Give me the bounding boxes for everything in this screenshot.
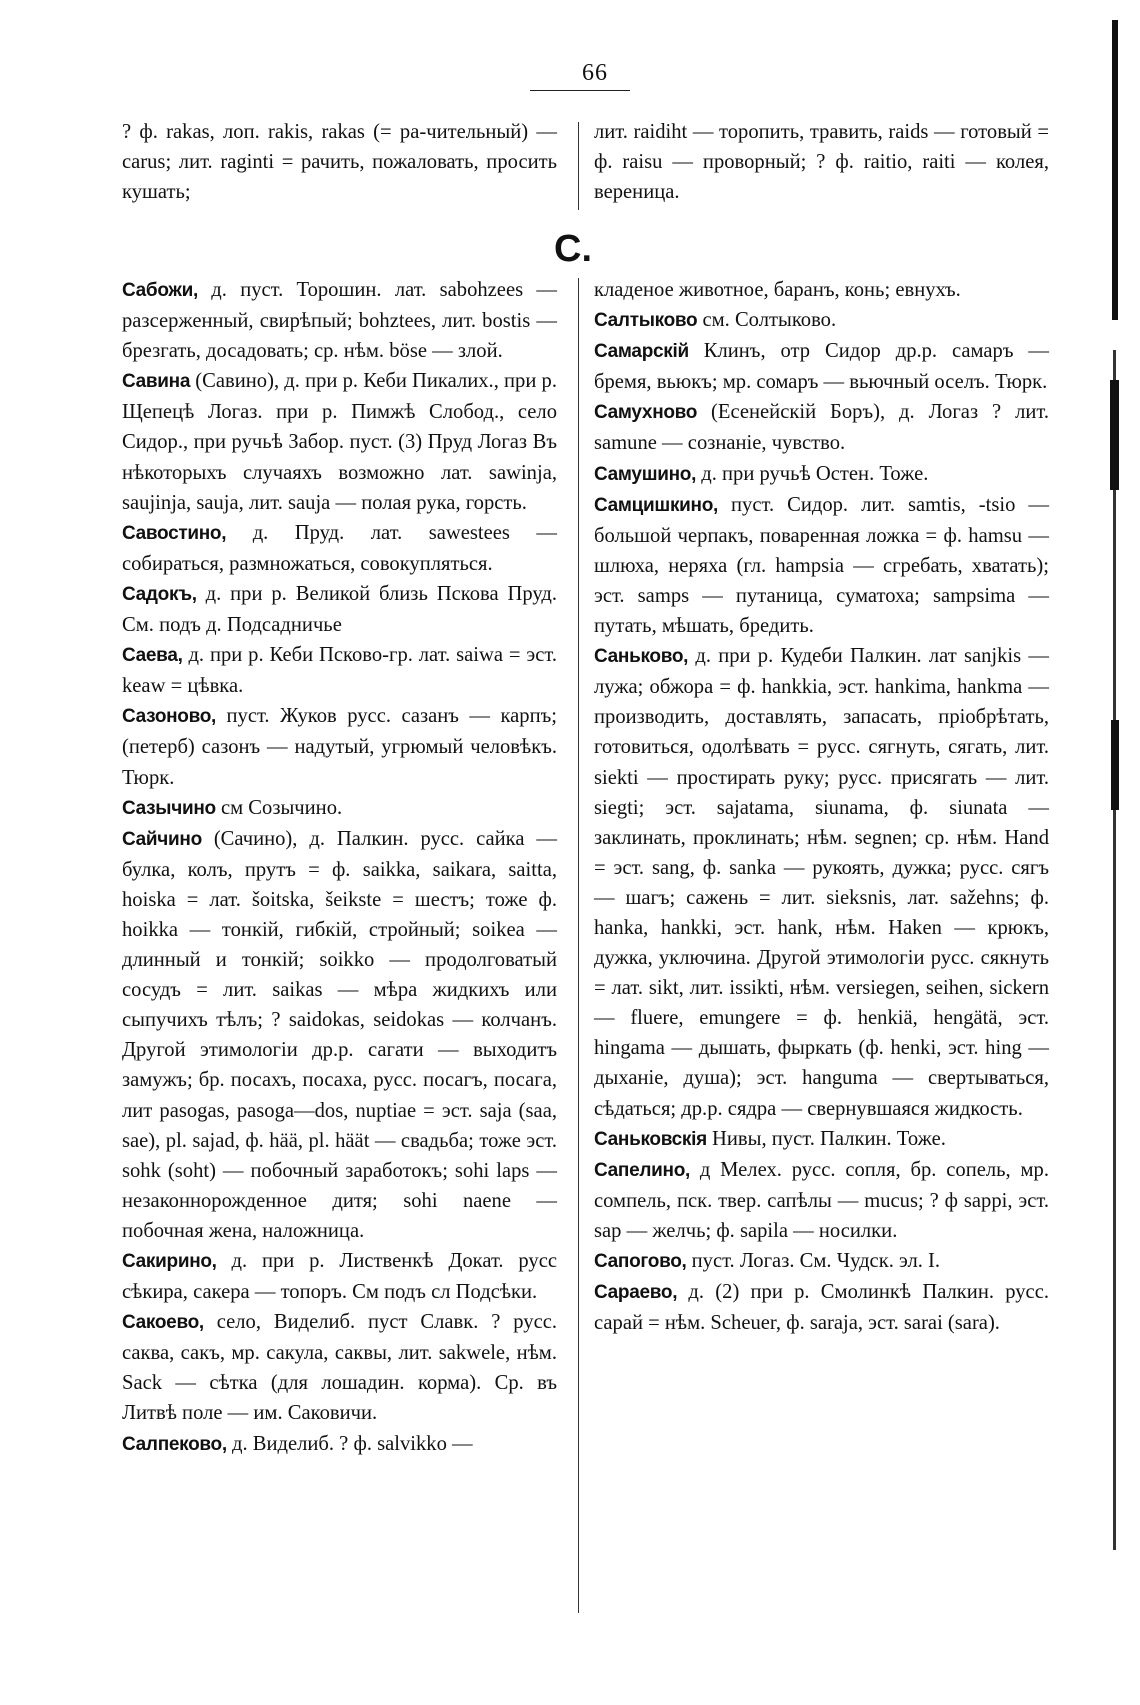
entry-text: д. при р. Лиственкѣ Докат. русс сѣкира, сакера — топоръ. См подъ сл Подсѣки. [122,1250,557,1304]
dictionary-entry [594,275,1049,305]
dictionary-entry [122,793,557,824]
top-left-continuation [122,117,557,207]
dictionary-entry [594,490,1049,641]
dictionary-entry [594,305,1049,336]
entry-headword: Самцишкино, [594,494,719,516]
entry-headword: Сакоево, [122,1312,204,1334]
entry-headword: Самушино, [594,463,697,485]
dictionary-entry [594,459,1049,490]
section-letter: С. [554,228,592,270]
page-number: 66 [582,60,608,86]
entry-text: (Сачино), д. Палкин. русс. сайка — булка, колъ, прутъ = ф. saikka, saikara, saitta, hoiska = лат. šoitska, šeikste = шестъ; тоже ф. hoikka — тонкій, гибкій, стройный; soikea — длинный и тонкій; soikko — продолговатый сосудъ = лит. saikas — мѣра жидкихъ или сыпучихъ тѣлъ; ? saidokas, seidokas — колчанъ. Другой этимологіи др.р. сагати — выходитъ замужъ; бр. посахъ, посаха, русс. посагъ, посага, лит pasogas, pasoga—dos, nuptiae = эст. saja (saa, sae), pl. sajad, ф. hää, pl. häät — свадьба; тоже эст. sohk (soht) — побочный заработокъ; sohi laps — незаконнорожденное дитя; sohi naene — побочная жена, наложница. [122,827,557,1242]
entry-text: д. Виделиб. ? ф. salvikko — [226,1432,473,1455]
entry-text: см Созычино. [215,796,343,819]
right-column [594,275,1049,1338]
entry-headword: Сабожи, [122,280,198,301]
entry-text: см. Солтыково. [697,309,837,332]
entry-text: д Мелех. русс. сопля, бр. сопель, мр. сомпель, пск. твер. сапѣлы — mucus; ? ф sappi, эст. sap — желчь; ф. sapila — носилки. [594,1158,1049,1242]
entry-headword: Сакирино, [122,1251,217,1272]
dictionary-entry [122,579,557,640]
entry-headword: Салтыково [594,310,698,332]
dictionary-entry [122,1307,557,1428]
entry-headword: Самухново [594,402,698,424]
dictionary-entry [122,824,557,1246]
entry-text: село, Виделиб. пуст Славк. ? русс. саква, сакъ, мр. сакула, саквы, лит. sakwele, нѣм. Sack — сѣтка (для лошадин. корма). Ср. въ Литвѣ поле — им. Саковичи. [122,1311,557,1425]
dictionary-entry [594,641,1049,1124]
entry-text: пуст. Жуков русс. сазанъ — карпъ; (петерб) сазонъ — надутый, угрюмый человѣкъ. Тюрк. [122,705,557,789]
body-column-rule [578,278,579,1613]
header-rule [530,90,630,91]
entry-headword: Саньковскія [594,1128,707,1150]
entry-text: Нивы, пуст. Палкин. Тоже. [706,1127,946,1150]
entry-text: кладеное животное, баранъ, конь; евнухъ. [594,279,961,301]
entry-text: д. Пруд. лат. sawestees — собираться, размножаться, совокупляться. [122,521,557,575]
entry-headword: Сапелино, [594,1159,690,1181]
dictionary-entry [594,397,1049,458]
dictionary-entry [594,1155,1049,1246]
entry-headword: Садокъ, [122,583,197,605]
top-column-rule [578,122,579,210]
entry-text: пуст. Сидор. лит. samtis, -tsio — большой черпакъ, поваренная ложка = ф. hamsu — шлюха, неряха (гл. hampsia — сгребать, хватать); эст. samps — путаница, суматоха; sampsima — путать, мѣшать, бредить. [594,493,1049,638]
entry-headword: Самарскій [594,341,689,363]
entry-text: д. при р. Великой близь Пскова Пруд. См. подъ д. Подсадничье [122,582,557,637]
dictionary-entry [122,518,557,579]
dictionary-entry [122,701,557,792]
entry-headword: Савостино, [122,522,227,544]
dictionary-entry [122,640,557,701]
dictionary-entry [122,275,557,366]
dictionary-entry [594,1246,1049,1277]
entry-text: пуст. Логаз. См. Чудск. эл. I. [686,1250,941,1272]
entry-headword: Сайчино [122,828,202,850]
continuation-text: лит. raidiht — торопить, травить, raids — готовый = ф. raisu — проворный; ? ф. raitio, raiti — колея, вереница. [594,121,1049,204]
page-edge-mark [1108,20,1122,1620]
dictionary-entry [594,1124,1049,1155]
entry-text: д. при р. Кудеби Палкин. лат sanjkis — лужа; обжора = ф. hankkia, эст. hankima, hankma — производить, доставлять, запасать, пріобрѣтать, готовиться, одолѣвать = русс. сягнуть, сягать, лит. siekti — простирать руку; русс. присягать — лит. siegti; эст. sajatama, siunama, ф. siunata — заклинать, проклинать; нѣм. segnen; ср. нѣм. Hand = эст. sang, ф. sanka — рукоять, дужка; русс. сягъ — шагъ; сажень = лит. sieksnis, лат. sažehns; ф. hanka, hankki, эст. hank, нѣм. Haken — крюкъ, дужка, уключина. Другой этимологіи русс. сякнуть = лат. sikt, лит. issikti, нѣм. versiegen, seihen, sickern — fluere, emungere = ф. henkiä, hengätä, эст. hingama — дышать, фыркать (ф. henki, эст. hing — дыханіе, душа); эст. hanguma — свертываться, сѣдаться; др.р. сядра — свернувшаяся жидкость. [594,645,1049,1120]
entry-text: Клинъ, отр Сидор др.р. самаръ — бремя, вьюкъ; мр. сомаръ — вьючный оселъ. Тюрк. [594,340,1049,394]
entry-headword: Сазоново, [122,706,217,728]
entry-headword: Сазычино [122,797,216,819]
entry-headword: Саньково, [594,646,689,668]
left-column [122,275,557,1460]
dictionary-entry [594,336,1049,397]
dictionary-entry [122,1246,557,1307]
entry-text: д. (2) при р. Смолинкѣ Палкин. русс. сарай = нѣм. Scheuer, ф. saraja, эст. sarai (sara). [594,1281,1049,1335]
entry-text: д. при ручьѣ Остен. Тоже. [696,462,929,485]
entry-headword: Сапогово, [594,1251,687,1272]
dictionary-entry [594,1277,1049,1338]
entry-text: д. пуст. Торошин. лат. sabohzees — разсерженный, свирѣпый; bohztees, лит. bostis — брезгать, досадовать; ср. нѣм. böse — злой. [122,279,557,363]
top-right-continuation [594,117,1049,207]
entry-text: (Савино), д. при р. Кеби Пикалих., при р. Щепецѣ Логаз. при р. Пимжѣ Слобод., село Сидор., при ручьѣ Забор. пуст. (3) Пруд Логаз Въ нѣкоторыхъ случаяхъ возможно лат. sawinja, saujinja, sauja, лит. sauja — полая рука, горсть. [122,370,557,514]
entry-text: д. при р. Кеби Псково-гр. лат. saiwa = эст. keaw = цѣвка. [122,644,557,698]
entry-headword: Саева, [122,645,183,667]
dictionary-entry [122,1429,557,1460]
entry-headword: Сараево, [594,1282,678,1304]
entry-headword: Савина [122,371,191,393]
dictionary-entry [122,366,557,517]
entry-headword: Салпеково, [122,1433,227,1455]
entry-text: (Есенейскій Боръ), д. Логаз ? лит. samune — сознаніе, чувство. [594,401,1049,455]
continuation-text: ? ф. rakas, лоп. rakis, rakas (= ра-чительный) — carus; лит. raginti = рачить, пожаловать, просить кушать; [122,121,557,204]
